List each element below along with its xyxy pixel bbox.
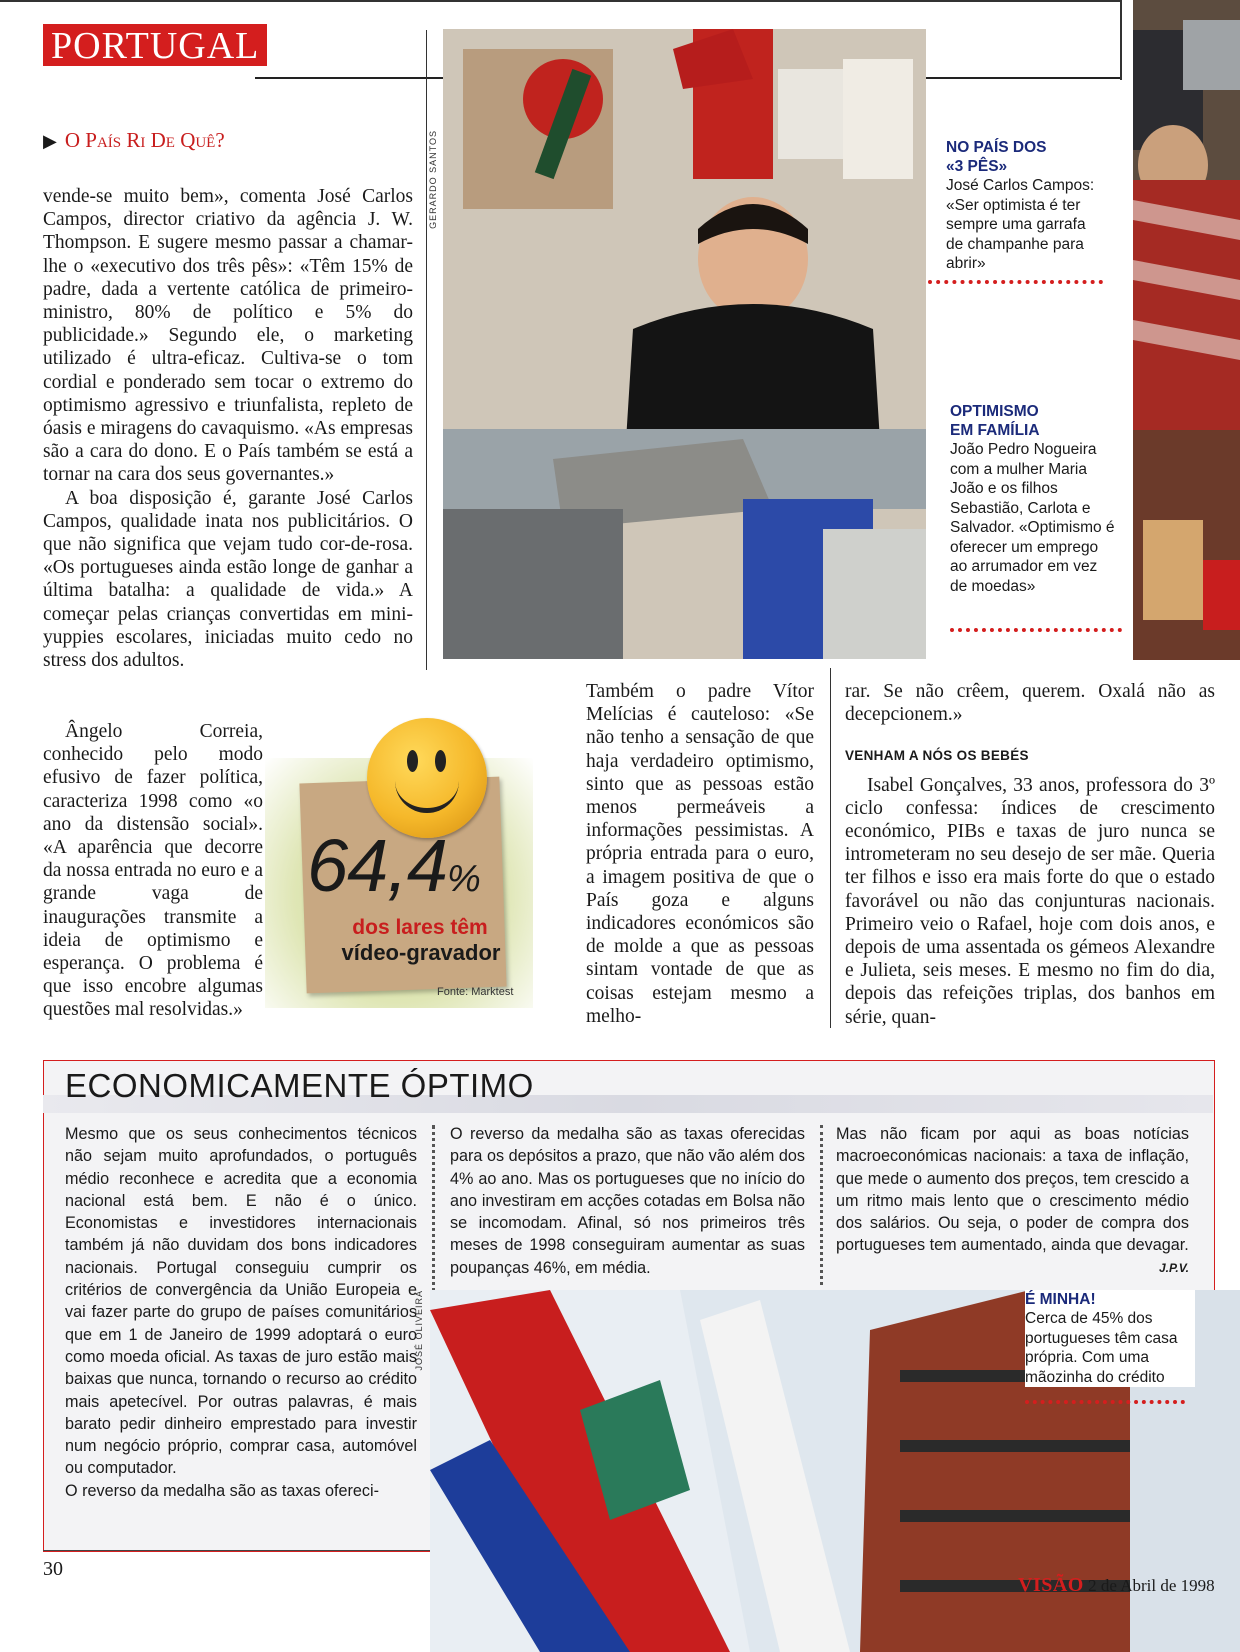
caption-text: Cerca de 45% dos portugueses têm casa própria. Com uma mãozinha do crédito bbox=[1025, 1310, 1178, 1386]
paragraph-3: Ângelo Correia, conhecido pelo modo efusivo de fazer política, caracteriza 1998 como «o ano da distensão social». «A aparência que decorre da nossa entrada no euro e a grande vaga de inaugurações transmite a ideia de optimismo e esperança. O problema é que isso encobre algumas questões mal resolvidas.» bbox=[43, 721, 263, 1021]
photo-illustration bbox=[1133, 0, 1240, 660]
issue-date: 2 de Abril de 1998 bbox=[1088, 1576, 1215, 1595]
paragraph-2: A boa disposição é, garante José Carlos Campos, qualidade inata nos publicitários. O que não significa que vejam tudo cor-de-rosa. «Os portugueses ainda estão longe de ganhar a última batalha: a qualidade de vida.» A começar pelas crianças convertidas em mini-yuppies escolares, iniciadas muito cedo no stress dos adultos. bbox=[43, 487, 413, 672]
article-column-1 bbox=[43, 185, 413, 672]
triangle-bullet-icon: ▶ bbox=[43, 131, 57, 151]
paragraph bbox=[65, 1480, 417, 1502]
column-rule bbox=[426, 30, 427, 670]
stat-number: 64,4 bbox=[307, 824, 448, 907]
photo-jose-carlos-campos bbox=[443, 29, 926, 659]
caption-e-minha bbox=[1025, 1290, 1195, 1387]
footer-issue bbox=[1018, 1574, 1215, 1597]
paragraph: Mas não ficam por aqui as boas notícias macroeconómicas nacionais: a taxa de inflação, que mede o aumento dos preços, tem crescido a um ritmo mais lento que o crescimento médio dos salários. Ou seja, o poder de compra dos portugueses tem aumentado, ainda que devagar. bbox=[836, 1125, 1189, 1255]
caption-text: João Pedro Nogueira com a mulher Maria João e os filhos Sebastião, Carlota e Salvador. «Optimismo é oferecer um emprego ao arrumador em vez de moedas» bbox=[950, 441, 1115, 595]
continued-text: O reverso da medalha são as taxas ofereci- bbox=[65, 1481, 380, 1500]
paragraph: Mesmo que os seus conhecimentos técnicos não sejam muito aprofundados, o português médio reconhece e acredita que a economia nacional está bem. E não é o único. Economistas e investidores internacionais também já não duvidam dos bons indicadores nacionais. Portugal conseguiu cumprir os critérios de convergência da União Europeia e vai fazer parte do grupo de países comunitários que em 1 de Janeiro de 1999 adoptará o euro como moeda oficial. As taxas de juro estão mais baixas que nunca, tornando o recurso ao crédito mais apetecível. Por outras palavras, é mais barato pedir dinheiro emprestado para investir num negócio próprio, comprar casa, automóvel ou computador. bbox=[65, 1125, 417, 1478]
stat-label-line-2: vídeo-gravador bbox=[341, 940, 501, 965]
article-column-1-continued bbox=[43, 720, 263, 1022]
column-rule bbox=[830, 668, 831, 1028]
caption-no-pais-dos-3-pes bbox=[946, 138, 1106, 274]
photo-credit: GERARDO SANTOS bbox=[428, 130, 438, 229]
paragraph: rar. Se não crêem, querem. Oxalá não as decepcionem.» bbox=[845, 681, 1215, 726]
subhead: VENHAM A NÓS OS BEBÉS bbox=[845, 748, 1029, 764]
stat-source: Fonte: Marktest bbox=[437, 986, 514, 998]
article-column-2 bbox=[586, 680, 814, 1028]
sidebar-column-2 bbox=[450, 1123, 805, 1279]
caption-heading: É MINHA! bbox=[1025, 1291, 1096, 1308]
caption-heading: EM FAMÍLIA bbox=[950, 422, 1040, 439]
sidebar-title: ECONOMICAMENTE ÓPTIMO bbox=[65, 1067, 534, 1104]
smiley-eye bbox=[407, 750, 418, 772]
stat-box bbox=[265, 718, 533, 1008]
stat-value bbox=[307, 824, 537, 917]
smiley-face-icon bbox=[367, 718, 487, 838]
smiley-mouth bbox=[395, 776, 459, 813]
dotted-divider bbox=[950, 628, 1122, 632]
smiley-eye bbox=[435, 750, 446, 772]
section-label: PORTUGAL bbox=[43, 24, 267, 66]
dotted-divider bbox=[928, 280, 1103, 284]
stat-label-line-1: dos lares têm bbox=[352, 916, 488, 939]
caption-heading: «3 PÊS» bbox=[946, 158, 1008, 175]
sidebar-column-1 bbox=[65, 1123, 417, 1502]
photo-illustration bbox=[443, 29, 926, 659]
photo-family bbox=[1133, 0, 1240, 660]
sidebar-column-3 bbox=[836, 1123, 1189, 1279]
right-frame-rule bbox=[1120, 0, 1122, 80]
dotted-divider bbox=[1025, 1400, 1185, 1404]
stat-unit: % bbox=[447, 858, 480, 900]
page-number: 30 bbox=[43, 1558, 63, 1580]
photo-credit: JOSÉ OLIVEIRA bbox=[414, 1290, 424, 1371]
kicker-text: O País Ri De Quê? bbox=[64, 128, 225, 152]
caption-text: José Carlos Campos: «Ser optimista é ter sempre uma garrafa de champanhe para abrir» bbox=[946, 177, 1095, 272]
caption-heading: NO PAÍS DOS bbox=[946, 139, 1047, 156]
article-column-3 bbox=[845, 680, 1215, 1029]
paragraph: Também o padre Vítor Melícias é cauteloso: «Se não tenho a sensação de que haja verdadeiro optimismo, sinto que as pessoas estão menos permeáveis a informações pessimistas. A própria entrada para o euro, a imagem positiva de que o País goza e alguns indicadores económicos são de molde a que as pessoas sintam vontade de que as coisas estejam mesmo a melho- bbox=[586, 681, 814, 1027]
paragraph-1: vende-se muito bem», comenta José Carlos Campos, director criativo da agência J. W. Thompson. E sugere mesmo passar a chamar-lhe o «executivo dos três pês»: «Têm 15% de padre, dada a vertente católica de primeiro-ministro, 80% de político e 5% do publicidade.» Segundo ele, o marketing utilizado é ultra-eficaz. Cultiva-se o tom cordial e ponderado sem tocar o extremo do optimismo agressivo e triunfalista, repleto de óasis e miragens do cavaquismo. «As empresas são a cara do dono. E o País também se está a tornar na cara dos seus governantes.» bbox=[43, 186, 413, 486]
dotted-column-rule bbox=[820, 1125, 823, 1285]
paragraph: O reverso da medalha são as taxas oferecidas para os depósitos a prazo, que não vão além dos 4% ao ano. Mas os portugueses que no início do ano investiram em acções cotadas em Bolsa não se incomodam. Afinal, só nos primeiros três meses de 1998 conseguiram aumentar as suas poupanças 46%, em média. bbox=[450, 1125, 805, 1277]
paragraph: Isabel Gonçalves, 33 anos, professora do 3º ciclo confessa: índices de crescimento económico, PIBs e taxas de juro nunca se intrometeram no seu desejo de ser mãe. Queria ter filhos e isso era mais forte do que o estado favorável ou não das conjunturas nacionais. Primeiro veio o Rafael, hoje com dois anos, e depois de uma assentada os gémeos Alexandre e Julieta, seis meses. E mesmo no fim do dia, depois das refeições triplas, dos banhos em série, quan- bbox=[845, 774, 1215, 1028]
magazine-brand: VISÃO bbox=[1018, 1574, 1084, 1596]
top-rule bbox=[0, 0, 1120, 2]
caption-optimismo-em-familia bbox=[950, 402, 1115, 596]
signature: J.P.V. bbox=[1158, 1260, 1189, 1275]
kicker bbox=[43, 128, 225, 153]
caption-heading: OPTIMISMO bbox=[950, 403, 1039, 420]
footer-rule bbox=[43, 1550, 430, 1551]
